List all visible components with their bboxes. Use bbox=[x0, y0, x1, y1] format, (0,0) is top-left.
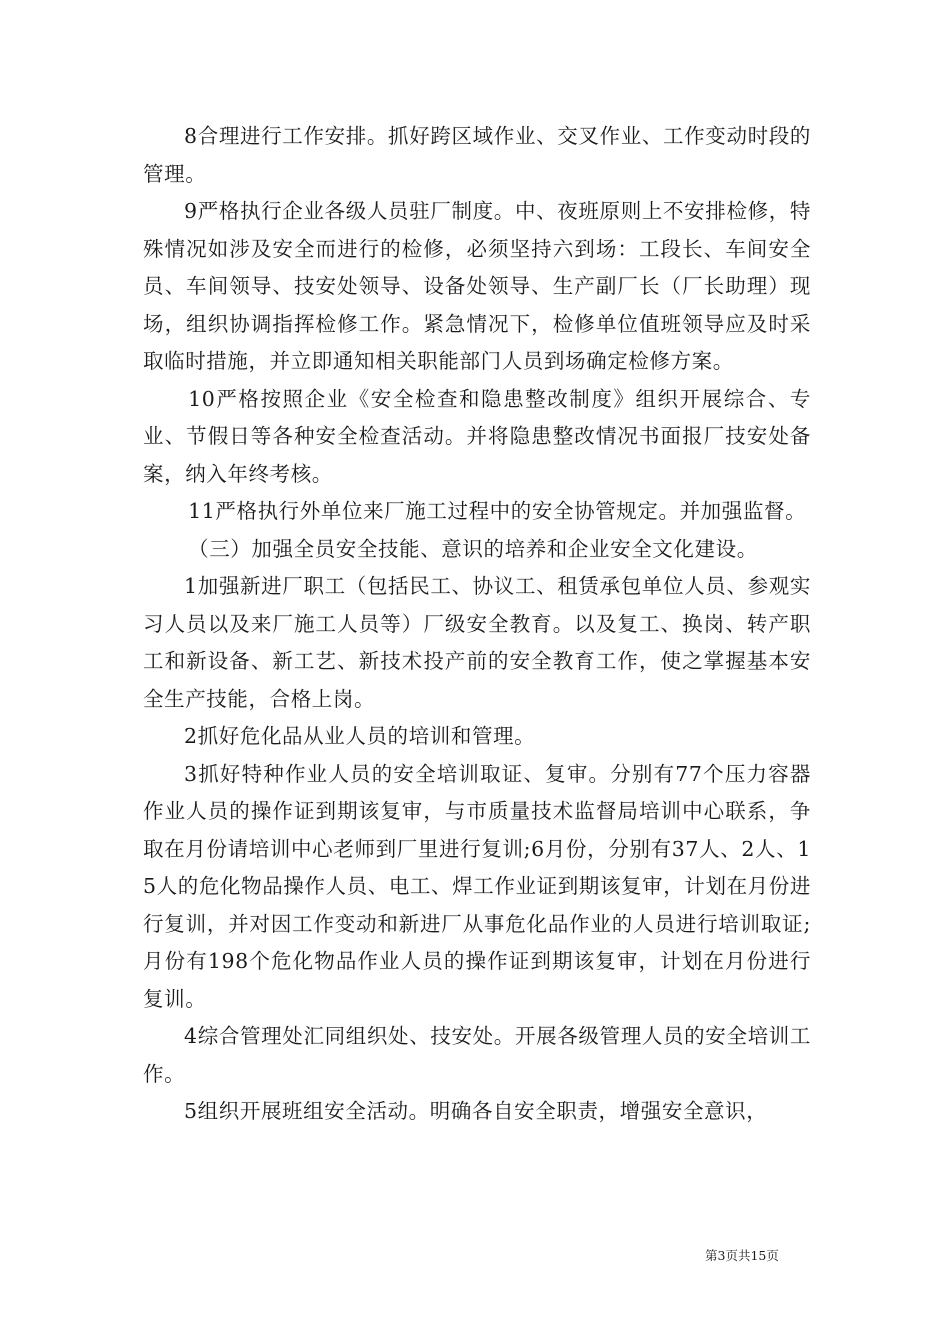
paragraph-item-10: 10严格按照企业《安全检查和隐患整改制度》组织开展综合、专业、节假日等各种安全检查活动。并将隐患整改情况书面报厂技安处备案，纳入年终考核。 bbox=[143, 386, 811, 486]
paragraph-item-4: 4综合管理处汇同组织处、技安处。开展各级管理人员的安全培训工作。 bbox=[143, 1024, 811, 1086]
paragraph-item-9: 9严格执行企业各级人员驻厂制度。中、夜班原则上不安排检修，特殊情况如涉及安全而进行的检修，必须坚持六到场：工段长、车间安全员、车间领导、技安处领导、设备处领导、生产副厂长（厂长助理）现场，组织协调指挥检修工作。紧急情况下，检修单位值班领导应及时采取临时措施，并立即通知相关职能部门人员到场确定检修方案。 bbox=[143, 199, 811, 373]
paragraph-item-11: 11严格执行外单位来厂施工过程中的安全协管规定。并加强监督。 bbox=[188, 499, 807, 523]
paragraph-item-1: 1加强新进厂职工（包括民工、协议工、租赁承包单位人员、参观实习人员以及来厂施工人员等）厂级安全教育。以及复工、换岗、转产职工和新设备、新工艺、新技术投产前的安全教育工作，使之掌握基本安全生产技能，合格上岗。 bbox=[143, 574, 811, 711]
section-heading-3: （三）加强全员安全技能、意识的培养和企业安全文化建设。 bbox=[188, 536, 758, 561]
paragraph-item-8: 8合理进行工作安排。抓好跨区域作业、交叉作业、工作变动时段的管理。 bbox=[143, 124, 811, 186]
paragraph-item-2: 2抓好危化品从业人员的培训和管理。 bbox=[184, 724, 536, 748]
document-body bbox=[143, 118, 811, 1131]
paragraph-item-3: 3抓好特种作业人员的安全培训取证、复审。分别有77个压力容器作业人员的操作证到期该复审，与市质量技术监督局培训中心联系，争取在月份请培训中心老师到厂里进行复训;6月份，分别有37人、2人、15人的危化物品操作人员、电工、焊工作业证到期该复审，计划在月份进行复训，并对因工作变动和新进厂从事危化品作业的人员进行培训取证;月份有198个危化物品作业人员的操作证到期该复审，计划在月份进行复训。 bbox=[143, 761, 811, 1011]
page-number: 第3页共15页 bbox=[705, 1248, 779, 1263]
paragraph-item-5: 5组织开展班组安全活动。明确各自安全职责，增强安全意识， bbox=[184, 1099, 768, 1123]
